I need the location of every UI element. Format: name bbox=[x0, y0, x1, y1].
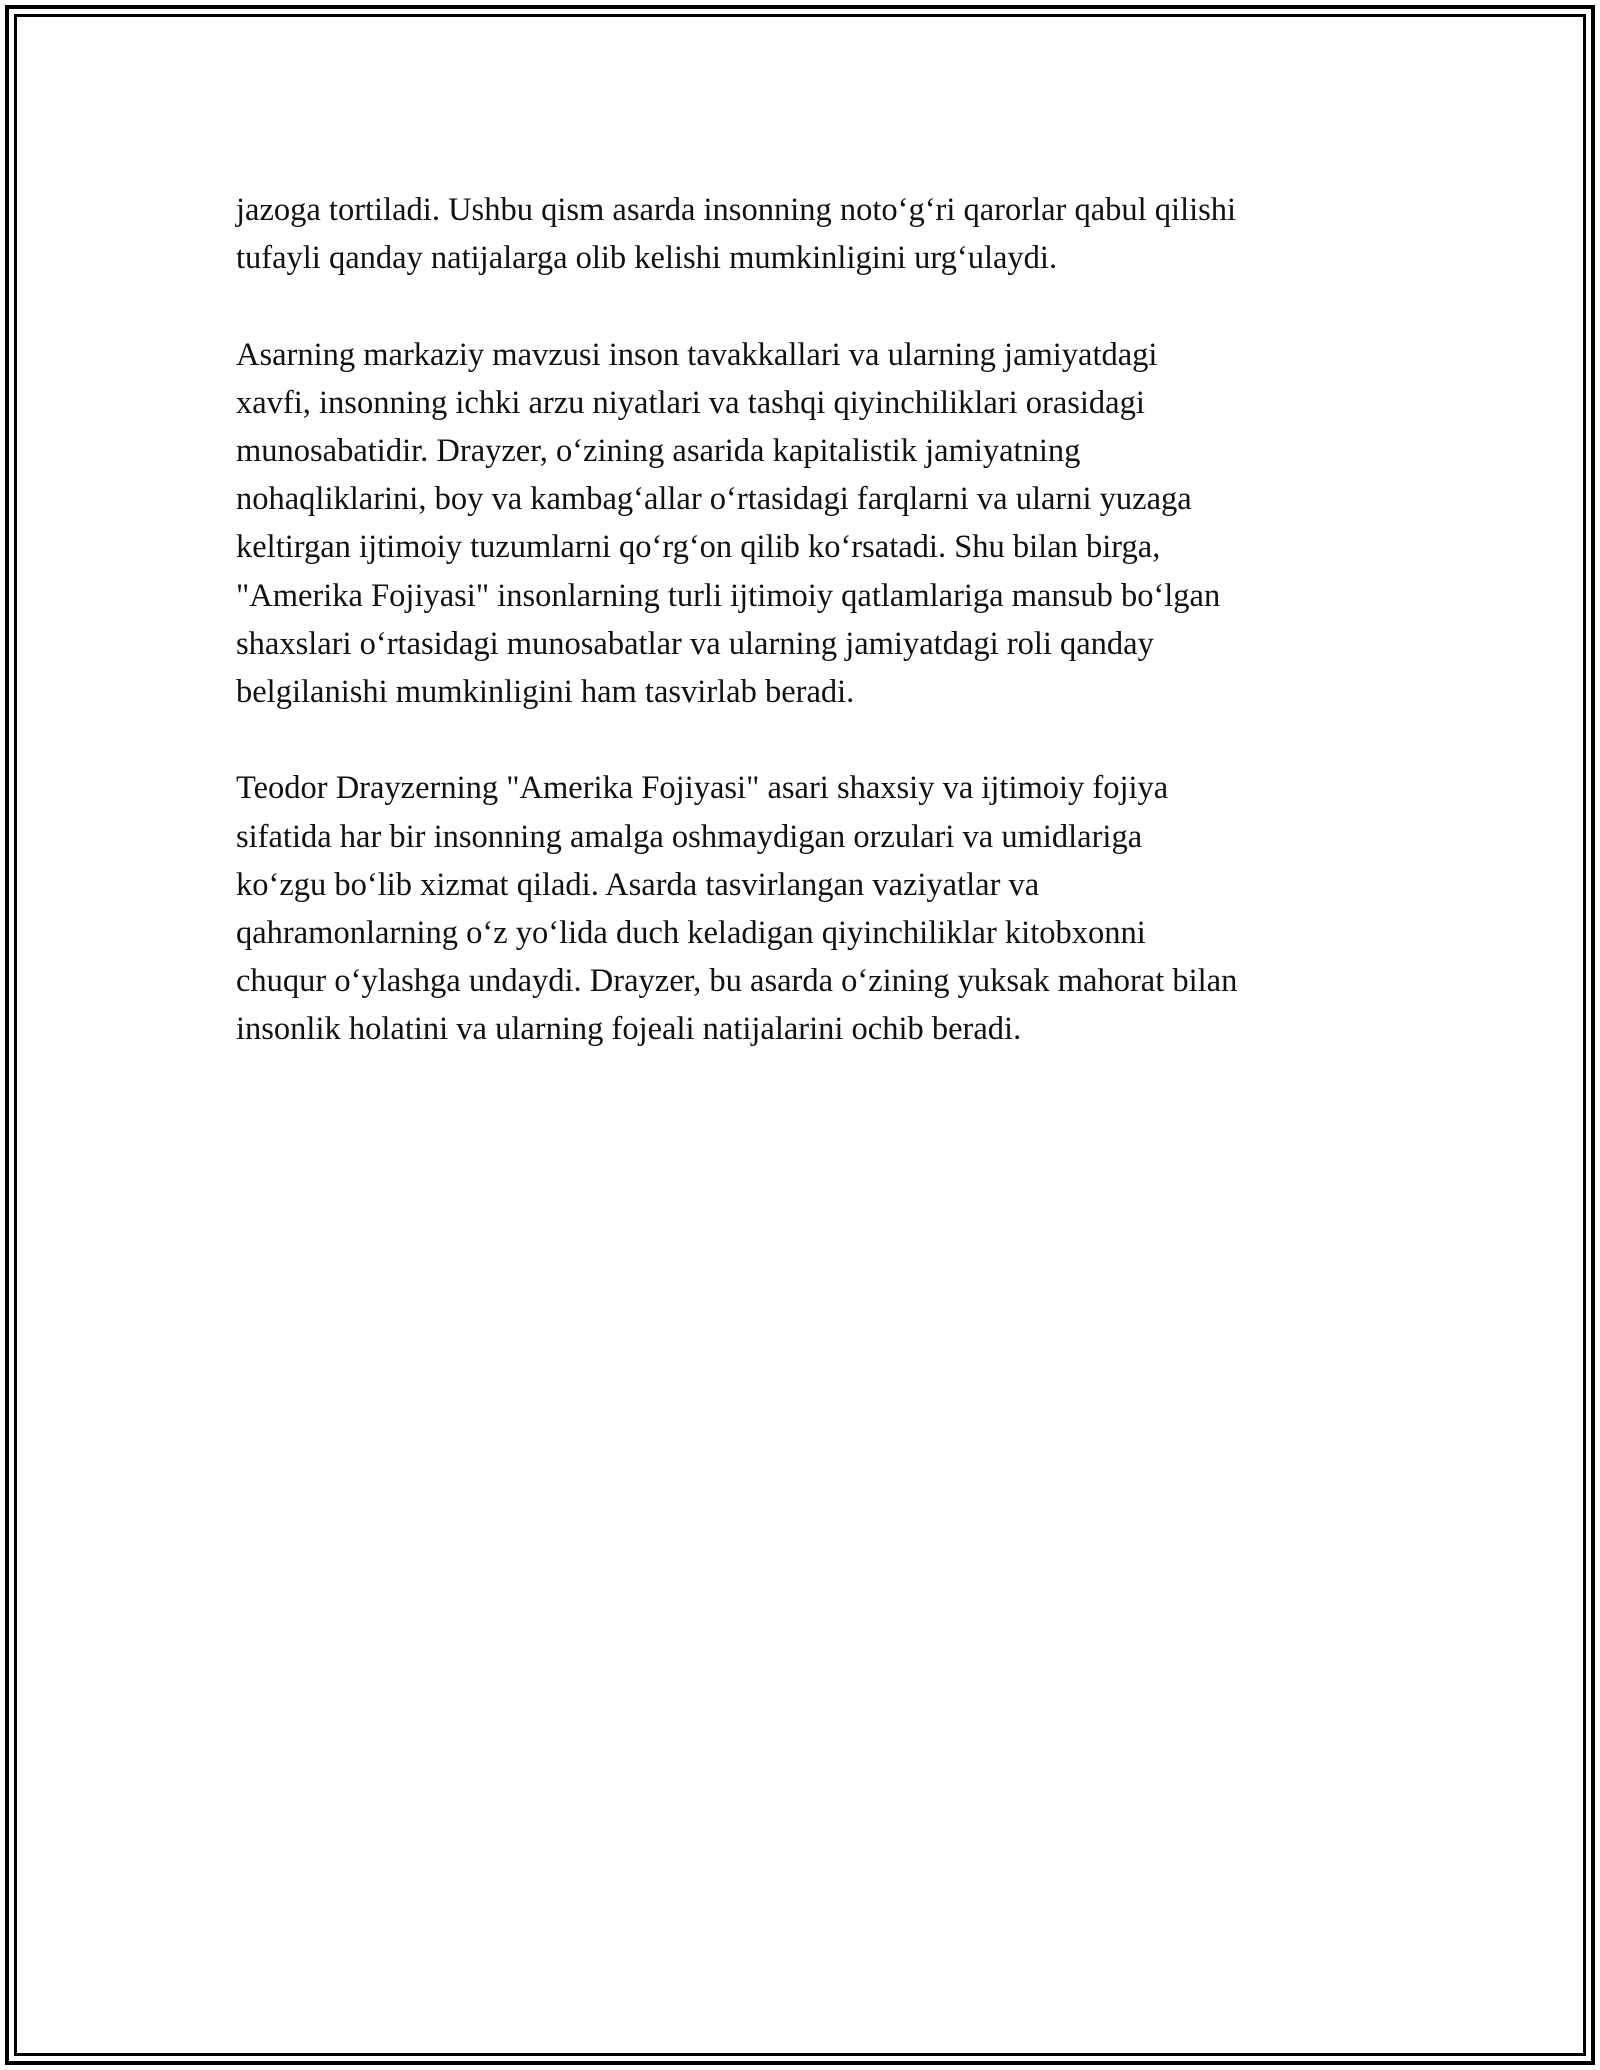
text-line: keltirgan ijtimoiy tuzumlarni qo‘rg‘on qilib ko‘rsatadi. Shu bilan birga, bbox=[236, 529, 1161, 566]
text-line: nohaqliklarini, boy va kambag‘allar o‘rtasidagi farqlarni va ularni yuzaga bbox=[236, 481, 1192, 518]
text-line: shaxslari o‘rtasidagi munosabatlar va ularning jamiyatdagi roli qanday bbox=[236, 625, 1154, 662]
text-line: munosabatidir. Drayzer, o‘zining asarida kapitalistik jamiyatning bbox=[236, 433, 1081, 469]
paragraph-1 bbox=[236, 186, 1396, 282]
text-line: ko‘zgu bo‘lib xizmat qiladi. Asarda tasvirlangan vaziyatlar va bbox=[236, 866, 1040, 903]
text-line: Teodor Drayzerning "Amerika Fojiyasi" asari shaxsiy va ijtimoiy fojiya bbox=[236, 770, 1169, 807]
text-line: tufayli qanday natijalarga olib kelishi mumkinligini urg‘ulaydi. bbox=[236, 240, 1058, 277]
text-line: xavfi, insonning ichki arzu niyatlari va tashqi qiyinchiliklari orasidagi bbox=[236, 384, 1145, 421]
text-line: jazoga tortiladi. Ushbu qism asarda insonning noto‘g‘ri qarorlar qabul qilishi bbox=[236, 192, 1237, 228]
text-line: Asarning markaziy mavzusi inson tavakkallari va ularning jamiyatdagi bbox=[236, 336, 1158, 373]
paragraph-2 bbox=[236, 331, 1396, 717]
document-body bbox=[236, 186, 1396, 1102]
text-line: belgilanishi mumkinligini ham tasvirlab beradi. bbox=[236, 674, 855, 711]
text-line: insonlik holatini va ularning fojeali natijalarini ochib beradi. bbox=[236, 1011, 1022, 1048]
text-line: chuqur o‘ylashga undaydi. Drayzer, bu asarda o‘zining yuksak mahorat bilan bbox=[236, 963, 1238, 1000]
text-line: qahramonlarning o‘z yo‘lida duch keladigan qiyinchiliklar kitobxonni bbox=[236, 915, 1146, 952]
paragraph-3 bbox=[236, 764, 1396, 1053]
text-line: sifatida har bir insonning amalga oshmaydigan orzulari va umidlariga bbox=[236, 818, 1143, 855]
text-line: "Amerika Fojiyasi" insonlarning turli ijtimoiy qatlamlariga mansub bo‘lgan bbox=[236, 577, 1221, 614]
